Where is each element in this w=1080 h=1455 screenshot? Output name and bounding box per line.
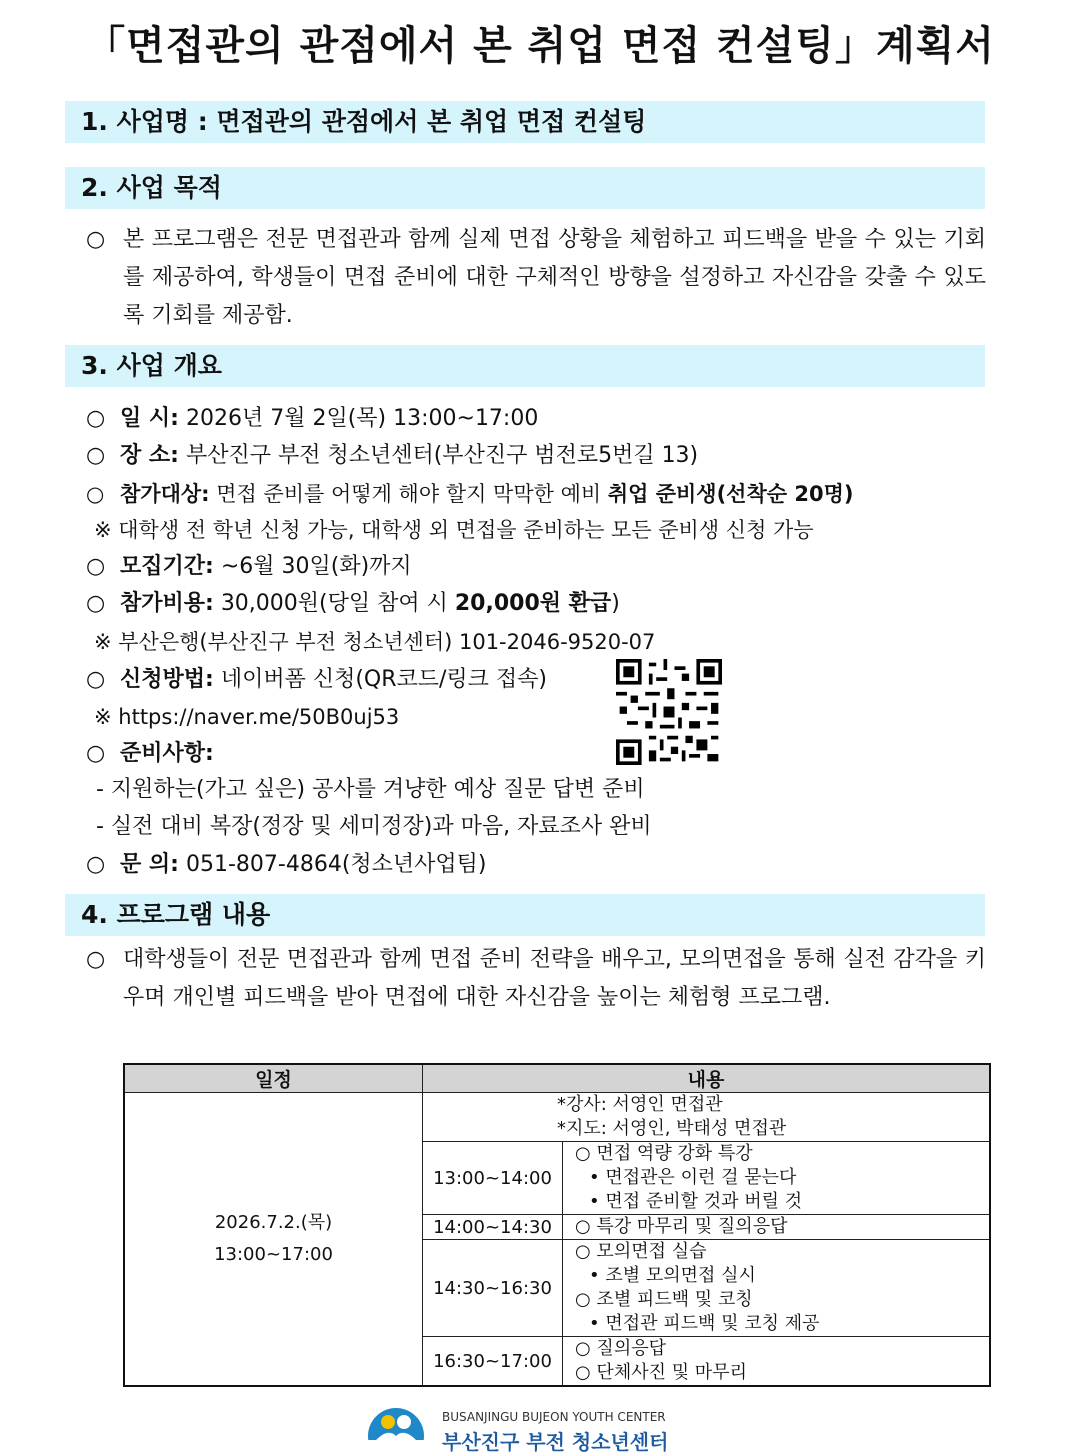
overview-place — [86, 443, 698, 469]
date-label: 일 시: — [120, 406, 179, 431]
bullet-circle: ○ — [86, 947, 106, 972]
fee-refund: 20,000원 환급 — [454, 591, 612, 616]
contact-value: 051-807-4864(청소년사업팀) — [185, 852, 487, 877]
fee-value: 30,000원(당일 참여 시 — [220, 591, 448, 616]
content-line: ○ 조별 피드백 및 코칭 — [575, 1289, 753, 1310]
schedule-date: 2026.7.2.(목) — [214, 1212, 333, 1233]
content-cell — [563, 1142, 991, 1215]
fee-label: 참가비용: — [120, 591, 214, 616]
bullet-circle: ○ — [86, 852, 106, 877]
overview-contact — [86, 852, 487, 878]
instructor-cell — [423, 1093, 991, 1142]
prep-item: - 지원하는(가고 싶은) 공사를 겨냥한 예상 질문 답변 준비 — [96, 777, 645, 802]
time-cell: 16:30~17:00 — [423, 1337, 563, 1387]
apply-link[interactable]: ※ https://naver.me/50B0uj53 — [94, 705, 400, 729]
schedule-header: 일정 — [124, 1064, 423, 1093]
time-cell: 14:30~16:30 — [423, 1240, 563, 1337]
section-3-heading: 3. 사업 개요 — [65, 345, 985, 387]
content-cell — [563, 1240, 991, 1337]
content-line: ○ 질의응답 — [575, 1338, 666, 1359]
period-label: 모집기간: — [120, 554, 214, 579]
bullet-circle: ○ — [86, 591, 106, 616]
footer-logo-block — [362, 1404, 722, 1454]
section-2-heading: 2. 사업 목적 — [65, 167, 985, 209]
footer-org-en: BUSANJINGU BUJEON YOUTH CENTER — [442, 1410, 666, 1424]
overview-prep — [86, 741, 214, 767]
prep-item: - 실전 대비 복장(정장 및 세미정장)과 마음, 자료조사 완비 — [96, 814, 652, 839]
contact-label: 문 의: — [120, 852, 179, 877]
supervisor-line: *지도: 서영인, 박태성 면접관 — [557, 1118, 787, 1139]
target-bold: 취업 준비생(선착순 20명) — [607, 482, 854, 506]
overview-period — [86, 554, 412, 580]
time-cell: 13:00~14:00 — [423, 1142, 563, 1215]
schedule-table — [123, 1063, 991, 1387]
purpose-text: 본 프로그램은 전문 면접관과 함께 실제 면접 상황을 체험하고 피드백을 받을 수 있는 기회를 제공하여, 학생들이 면접 준비에 대한 구체적인 방향을 설정하고 자신감을 갖출 수 있도록 기회를 제공함. — [123, 227, 986, 328]
apply-value: 네이버폼 신청(QR코드/링크 접속) — [220, 667, 548, 692]
instructor-line: *강사: 서영인 면접관 — [557, 1094, 723, 1115]
content-header: 내용 — [423, 1064, 991, 1093]
program-text: 대학생들이 전문 면접관과 함께 면접 준비 전략을 배우고, 모의면접을 통해 실전 감각을 키우며 개인별 피드백을 받아 면접에 대한 자신감을 높이는 체험형 프로그램. — [123, 947, 986, 1010]
qr-code-icon[interactable] — [616, 659, 722, 765]
footer-org-ko: 부산진구 부전 청소년센터 — [442, 1430, 669, 1454]
place-label: 장 소: — [120, 443, 179, 468]
bullet-circle: ○ — [86, 406, 106, 431]
bullet-circle: ○ — [86, 227, 106, 252]
bullet-circle: ○ — [86, 482, 105, 506]
center-logo-icon — [366, 1406, 426, 1440]
overview-apply — [86, 667, 547, 693]
content-line: ○ 특강 마무리 및 질의응답 — [575, 1216, 788, 1237]
program-paragraph — [86, 941, 986, 1017]
fee-close: ) — [611, 591, 620, 616]
fee-note: ※ 부산은행(부산진구 부전 청소년센터) 101-2046-9520-07 — [94, 630, 656, 654]
bullet-circle: ○ — [86, 443, 106, 468]
content-cell — [563, 1337, 991, 1387]
time-cell: 14:00~14:30 — [423, 1215, 563, 1240]
overview-target — [86, 481, 853, 507]
target-note: ※ 대학생 전 학년 신청 가능, 대학생 외 면접을 준비하는 모든 준비생 신청 가능 — [94, 518, 814, 542]
content-line: • 조별 모의면접 실시 — [589, 1265, 756, 1286]
bullet-circle: ○ — [86, 667, 106, 692]
period-value: ~6월 30일(화)까지 — [220, 554, 412, 579]
target-value: 면접 준비를 어떻게 해야 할지 막막한 예비 — [216, 482, 602, 506]
content-line: ○ 모의면접 실습 — [575, 1241, 707, 1262]
bullet-circle: ○ — [86, 741, 106, 766]
document-title: 「면접관의 관점에서 본 취업 면접 컨설팅」계획서 — [85, 23, 995, 69]
overview-date — [86, 406, 538, 432]
bullet-circle: ○ — [86, 554, 106, 579]
place-value: 부산진구 부전 청소년센터(부산진구 범전로5번길 13) — [185, 443, 699, 468]
section-1-heading: 1. 사업명 : 면접관의 관점에서 본 취업 면접 컨설팅 — [65, 101, 985, 143]
content-line: ○ 면접 역량 강화 특강 — [575, 1143, 753, 1164]
schedule-time-range: 13:00~17:00 — [214, 1244, 333, 1265]
apply-label: 신청방법: — [120, 667, 214, 692]
content-line: • 면접관은 이런 걸 묻는다 — [589, 1167, 797, 1188]
schedule-date-cell — [124, 1093, 423, 1387]
prep-label: 준비사항: — [120, 741, 214, 766]
content-line: • 면접 준비할 것과 버릴 것 — [589, 1191, 803, 1212]
section-4-heading: 4. 프로그램 내용 — [65, 894, 985, 936]
content-line: • 면접관 피드백 및 코칭 제공 — [589, 1313, 820, 1334]
target-label: 참가대상: — [120, 482, 210, 506]
purpose-paragraph — [86, 221, 986, 335]
content-cell — [563, 1215, 991, 1240]
content-line: ○ 단체사진 및 마무리 — [575, 1362, 747, 1383]
overview-fee — [86, 591, 620, 617]
date-value: 2026년 7월 2일(목) 13:00~17:00 — [185, 406, 539, 431]
